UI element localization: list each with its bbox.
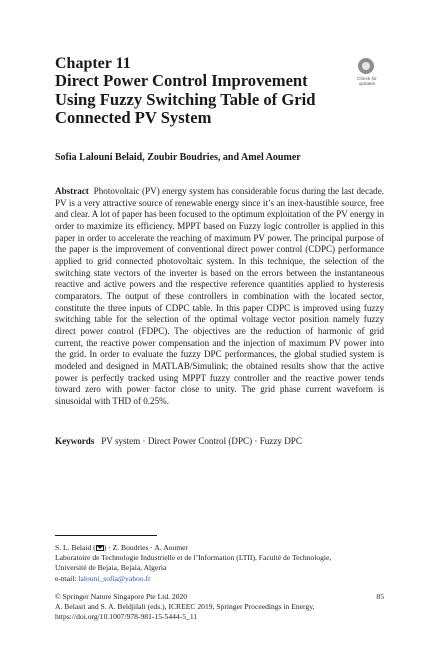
keyword-separator: · [140,436,148,446]
affiliation-authors-suffix: ) · Z. Boudries · A. Aoumer [103,543,189,552]
envelope-icon [96,545,104,551]
keyword-item: Direct Power Control (DPC) [147,436,253,446]
chapter-title: Direct Power Control Improvement Using Fuzzy Switching Table of Grid Connected PV System [55,71,316,127]
affiliation-lab: Laboratoire de Technologie Industrielle et de l’Information (LTII), Faculté de Technologie, [55,553,332,563]
badge-line2: updates [358,81,376,86]
keywords [55,436,384,446]
copyright-line: © Springer Nature Singapore Pte Ltd. 2020 [55,592,188,601]
check-for-updates-badge[interactable] [352,58,382,92]
affiliation-authors-prefix: S. L. Belaid ( [55,543,96,552]
page-number: 85 [376,592,384,601]
doi-link[interactable]: https://doi.org/10.1007/978-981-15-5444-5_11 [55,612,198,622]
footnote-divider [55,535,157,536]
keyword-item: Fuzzy DPC [259,436,302,446]
abstract-text: Photovoltaic (PV) energy system has considerable focus during the last decade. PV is a very attractive source of renewable energy since it’s an inex-haustible source, free and clear. A lot of paper has been focused to the optimum exploitation of the PV energy in order to maximize its efficiency. MPPT based on Fuzzy logic controller is applied in this paper in order to accelerate the reaching of maximum PV power. The principal purpose of the paper is the improvement of conventional direct power control (CDPC) performance applied to grid connected photovoltaic system. In this technique, the selection of the switching state vectors of the inverter is based on the errors between the instantaneous reactive and active powers and the respective reference quantities applied to hysteresis comparators. The output of these controllers in combination with the located sector, constitute the three inputs of CDPC table. In this paper CDPC is improved using fuzzy switching table for the selection of the optimal voltage vector position namely fuzzy direct power control (FDPC). The objectives are the reduction of harmonic of grid current, the reactive power compensation and the injection of maximum PV power into the grid. In order to evaluate the fuzzy DPC performances, the global studied system is modeled and designed in MATLAB/Simulink; the obtained results show that the active power is perfectly tracked using MPPT fuzzy controller and the reactive power tends toward zero with power factor close to unity. The grid phase current waveform is sinusoidal with THD of 0.25%. [55,186,385,406]
email-link[interactable]: lalouni_sofia@yahoo.fr [78,573,151,583]
affiliation-footnote [55,543,384,584]
update-check-icon [358,58,374,74]
author-list: Sofia Lalouni Belaid, Zoubir Boudries, and Amel Aoumer [55,152,301,163]
affiliation-university: Université de Bejaia, Bejaia, Algeria [55,563,167,573]
email-label: e-mail: [55,573,79,583]
abstract [55,186,384,407]
abstract-heading: Abstract [55,186,89,196]
keyword-item: PV system [101,436,141,446]
keyword-separator: · [252,436,260,446]
chapter-label: Chapter 11 [55,55,131,72]
copyright-block [55,592,384,623]
citation-line: A. Belasri and S. A. Beldjilali (eds.), ICREEC 2019, Springer Proceedings in Energy, [55,602,315,612]
keywords-heading: Keywords [55,436,95,446]
badge-line1: Check for [357,76,377,81]
